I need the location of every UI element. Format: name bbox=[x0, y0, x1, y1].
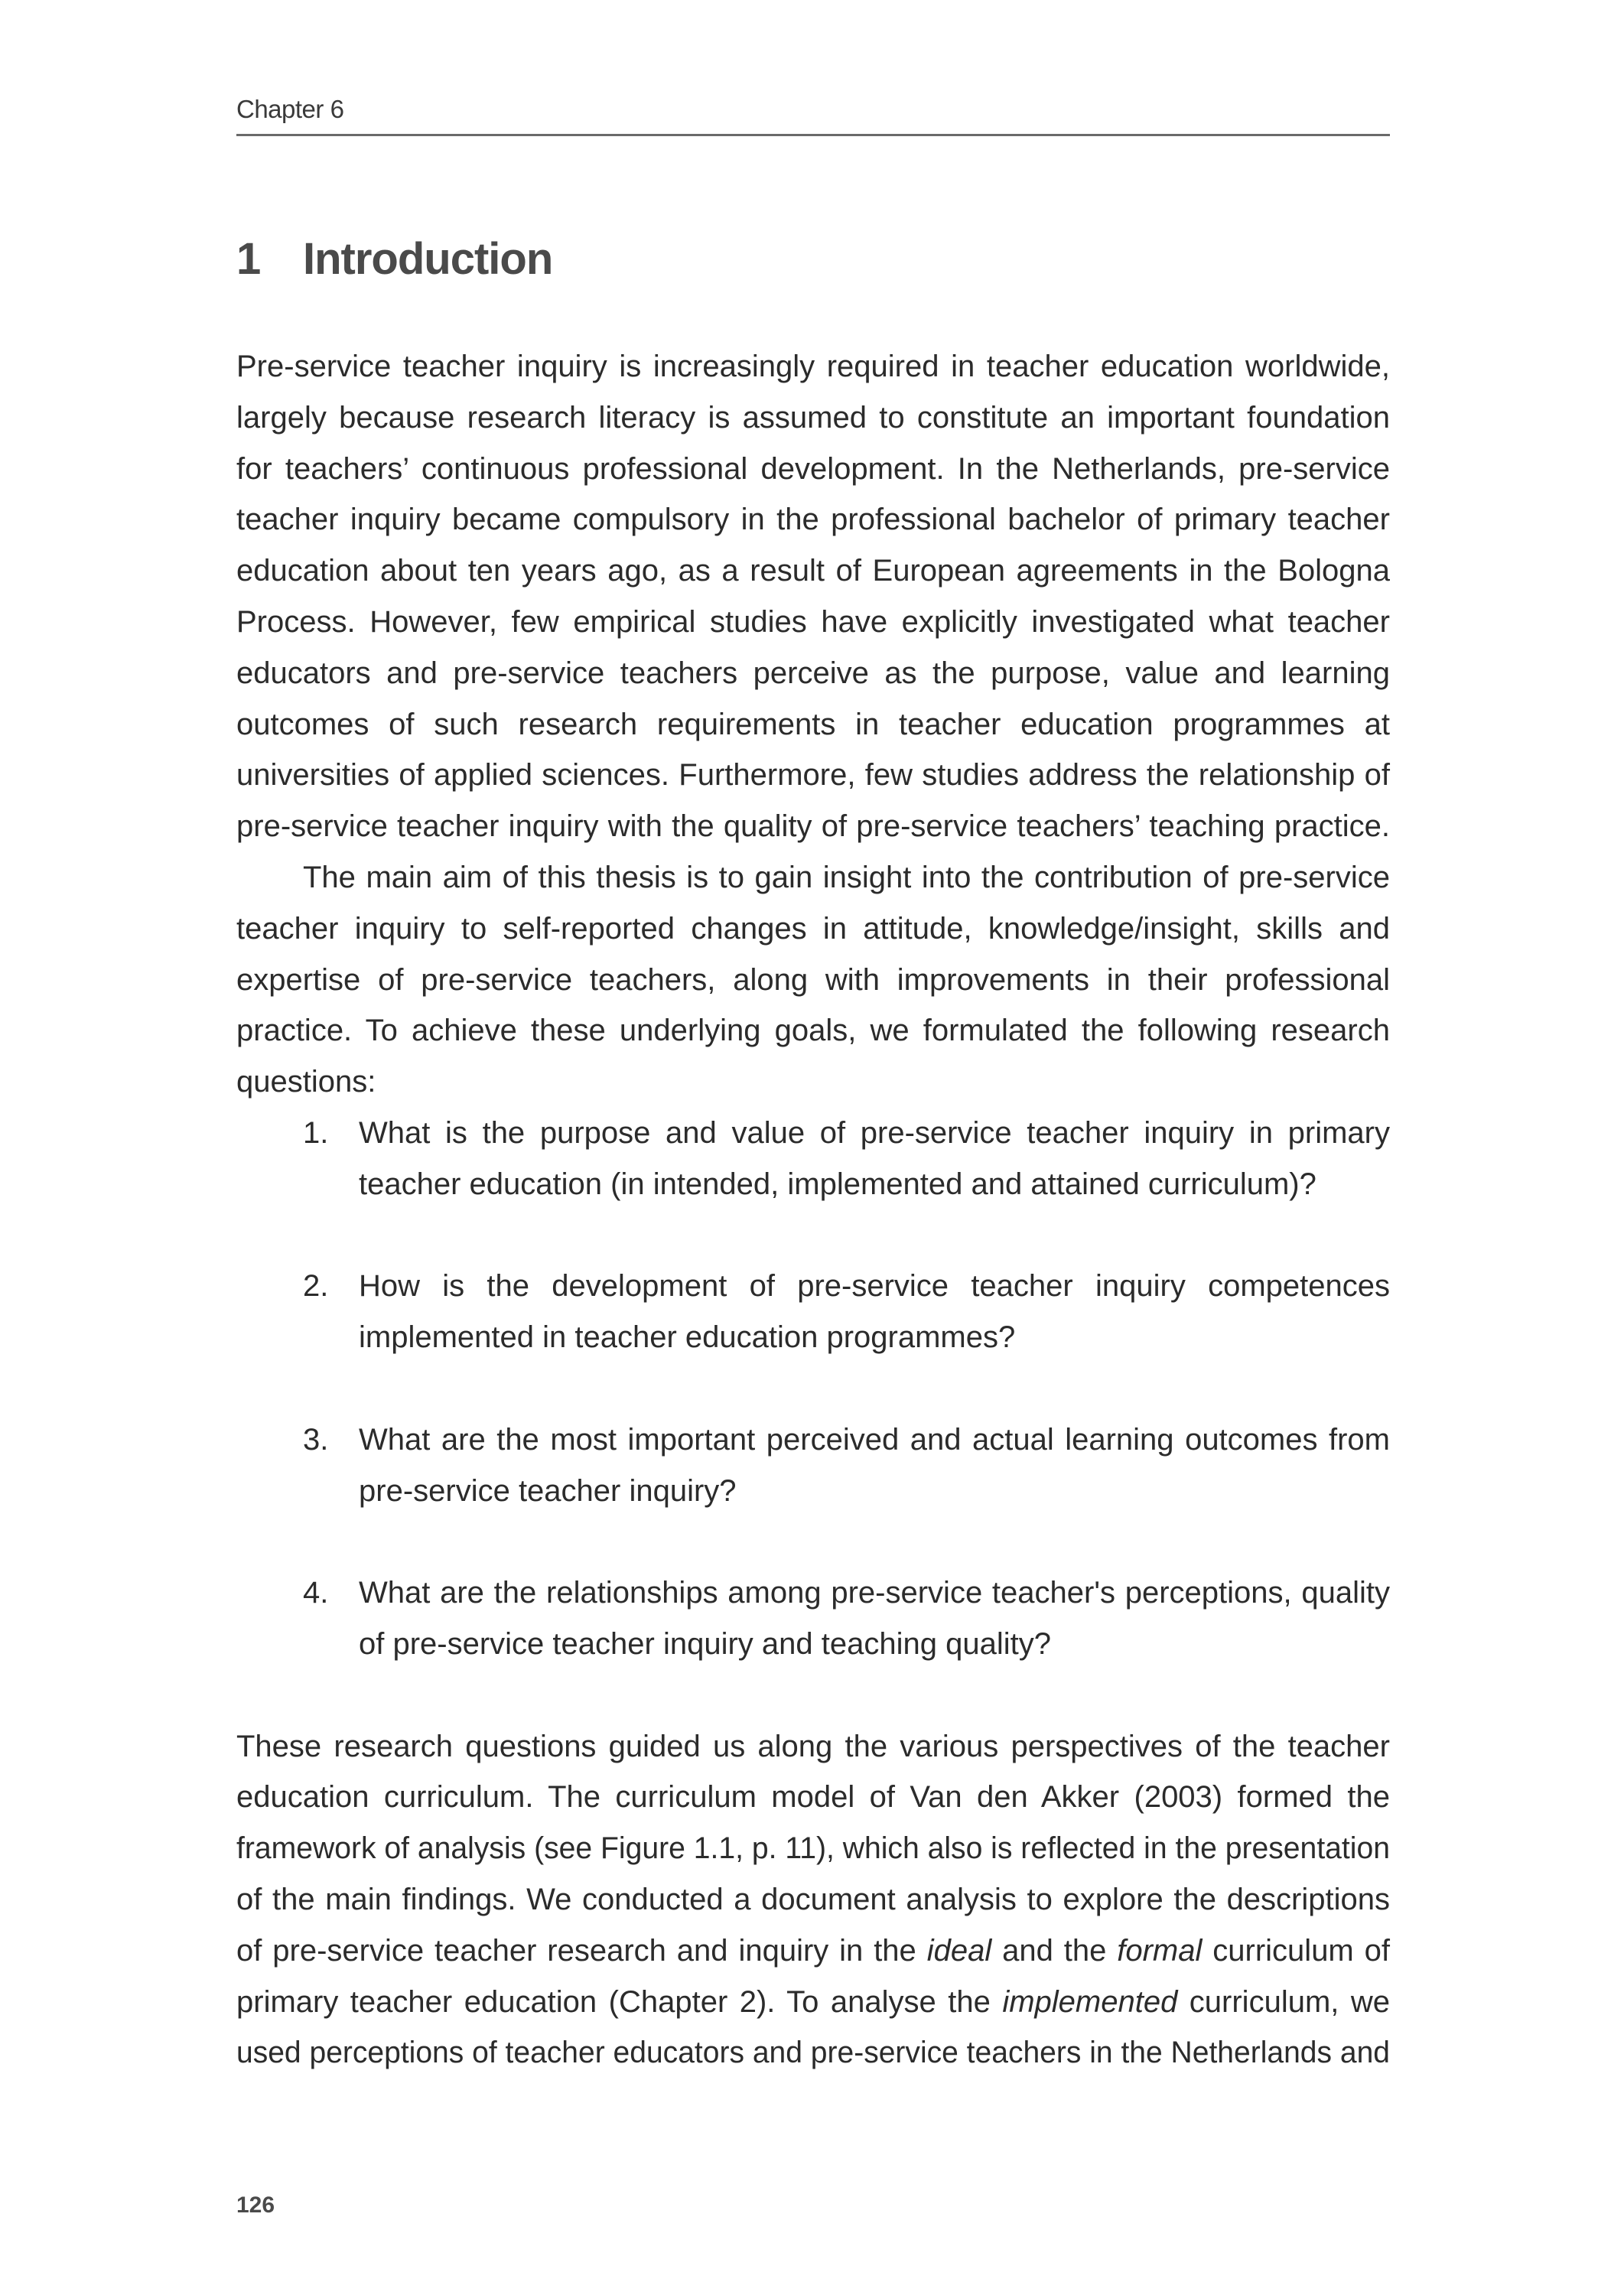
text-run: teacher inquiry became compulsory in the professional bachelor of primary teacher bbox=[236, 503, 1390, 537]
list-item-number: 4. bbox=[303, 1576, 329, 1610]
italic-term: implemented bbox=[1002, 1984, 1178, 2019]
paragraph-line bbox=[236, 1977, 1390, 2028]
paragraph-line bbox=[236, 1005, 1390, 1056]
text-run: questions: bbox=[236, 1065, 376, 1099]
list-item-line bbox=[359, 1466, 1390, 1517]
text-run: pre-service teacher inquiry with the quality of pre-service teachers’ teaching practice. bbox=[236, 809, 1390, 844]
paragraph-line bbox=[236, 444, 1390, 495]
text-run: for teachers’ continuous professional development. In the Netherlands, pre-service bbox=[236, 451, 1390, 486]
list-item-line bbox=[359, 1619, 1390, 1670]
text-run: universities of applied sciences. Furthermore, few studies address the relationship of bbox=[236, 758, 1390, 793]
paragraph-line bbox=[236, 699, 1390, 750]
text-run: educators and pre-service teachers perceive as the purpose, value and learning bbox=[236, 656, 1390, 690]
paragraph-line bbox=[236, 597, 1390, 648]
paragraph-line bbox=[236, 1874, 1390, 1926]
text-run: largely because research literacy is assumed to constitute an important foundation bbox=[236, 400, 1390, 435]
list-item-number: 1. bbox=[303, 1116, 329, 1150]
text-run: These research questions guided us along the various perspectives of the teacher bbox=[236, 1729, 1390, 1763]
text-run: teacher education (in intended, implemented and attained curriculum)? bbox=[359, 1167, 1316, 1201]
paragraph-line bbox=[236, 648, 1390, 699]
list-item-number: 2. bbox=[303, 1269, 329, 1304]
running-head: Chapter 6 bbox=[236, 95, 344, 123]
text-run: How is the development of pre-service teacher inquiry competences bbox=[359, 1269, 1390, 1304]
list-item-line bbox=[359, 1312, 1390, 1363]
text-run: What is the purpose and value of pre-service teacher inquiry in primary bbox=[359, 1116, 1390, 1150]
text-run: curriculum, we bbox=[1177, 1984, 1390, 2019]
list-item-number: 3. bbox=[303, 1422, 329, 1457]
text-run: implemented in teacher education programmes? bbox=[359, 1320, 1016, 1355]
text-run: practice. To achieve these underlying goals, we formulated the following research bbox=[236, 1014, 1390, 1048]
paragraph-line bbox=[236, 2027, 1390, 2079]
text-run: Pre-service teacher inquiry is increasingly required in teacher education worldwide, bbox=[236, 350, 1390, 383]
section-number: 1 bbox=[236, 234, 261, 284]
list-item-line bbox=[359, 1261, 1390, 1312]
text-run: framework of analysis (see Figure 1.1, p. 11), which also is reflected in the presentation bbox=[236, 1831, 1390, 1866]
paragraph-line bbox=[236, 1721, 1390, 1773]
section-title: Introduction bbox=[303, 234, 553, 284]
text-run: and the bbox=[991, 1933, 1118, 1968]
text-run: used perceptions of teacher educators and pre-service teachers in the Netherlands and bbox=[236, 2036, 1390, 2070]
text-run: What are the relationships among pre-service teacher's perceptions, quality bbox=[359, 1576, 1390, 1610]
text-run: education curriculum. The curriculum model of Van den Akker (2003) formed the bbox=[236, 1780, 1390, 1815]
text-run: outcomes of such research requirements in teacher education programmes at bbox=[236, 707, 1390, 741]
italic-term: formal bbox=[1117, 1933, 1203, 1968]
text-run: of pre-service teacher research and inquiry in the bbox=[236, 1933, 927, 1968]
paragraph-line bbox=[303, 852, 1390, 903]
list-item-line bbox=[359, 1414, 1390, 1466]
paragraph-line bbox=[236, 545, 1390, 597]
text-run: expertise of pre-service teachers, along with improvements in their professional bbox=[236, 962, 1390, 997]
text-run: education about ten years ago, as a result of European agreements in the Bologna bbox=[236, 554, 1390, 588]
paragraph-line bbox=[236, 392, 1390, 444]
text-run: Process. However, few empirical studies have explicitly investigated what teacher bbox=[236, 605, 1390, 639]
paragraph-line bbox=[236, 1823, 1390, 1874]
page-number: 126 bbox=[236, 2192, 275, 2218]
italic-term: ideal bbox=[926, 1933, 992, 1968]
text-run: What are the most important perceived and actual learning outcomes from bbox=[359, 1422, 1390, 1457]
text-run: of pre-service teacher inquiry and teaching quality? bbox=[359, 1627, 1051, 1661]
paragraph-line bbox=[236, 750, 1390, 801]
text-run: primary teacher education (Chapter 2). To analyse the bbox=[236, 1984, 1003, 2019]
paragraph-line bbox=[236, 1772, 1390, 1823]
text-run: teacher inquiry to self-reported changes in attitude, knowledge/insight, skills and bbox=[236, 911, 1390, 946]
paragraph-line bbox=[236, 1926, 1390, 1977]
header-rule bbox=[236, 134, 1390, 136]
list-item-line bbox=[359, 1159, 1390, 1210]
list-item-line bbox=[359, 1567, 1390, 1619]
paragraph-line bbox=[236, 801, 1390, 852]
list-item-line bbox=[359, 1108, 1390, 1159]
text-run: pre-service teacher inquiry? bbox=[359, 1473, 737, 1508]
paragraph-line bbox=[236, 903, 1390, 955]
paragraph-line bbox=[236, 341, 1390, 392]
text-run: curriculum of bbox=[1202, 1933, 1391, 1968]
paragraph-line bbox=[236, 1056, 1390, 1108]
text-run: of the main findings. We conducted a document analysis to explore the descriptions bbox=[236, 1883, 1390, 1916]
paragraph-line bbox=[236, 955, 1390, 1006]
paragraph-line bbox=[236, 494, 1390, 545]
text-run: The main aim of this thesis is to gain insight into the contribution of pre-service bbox=[303, 861, 1390, 894]
